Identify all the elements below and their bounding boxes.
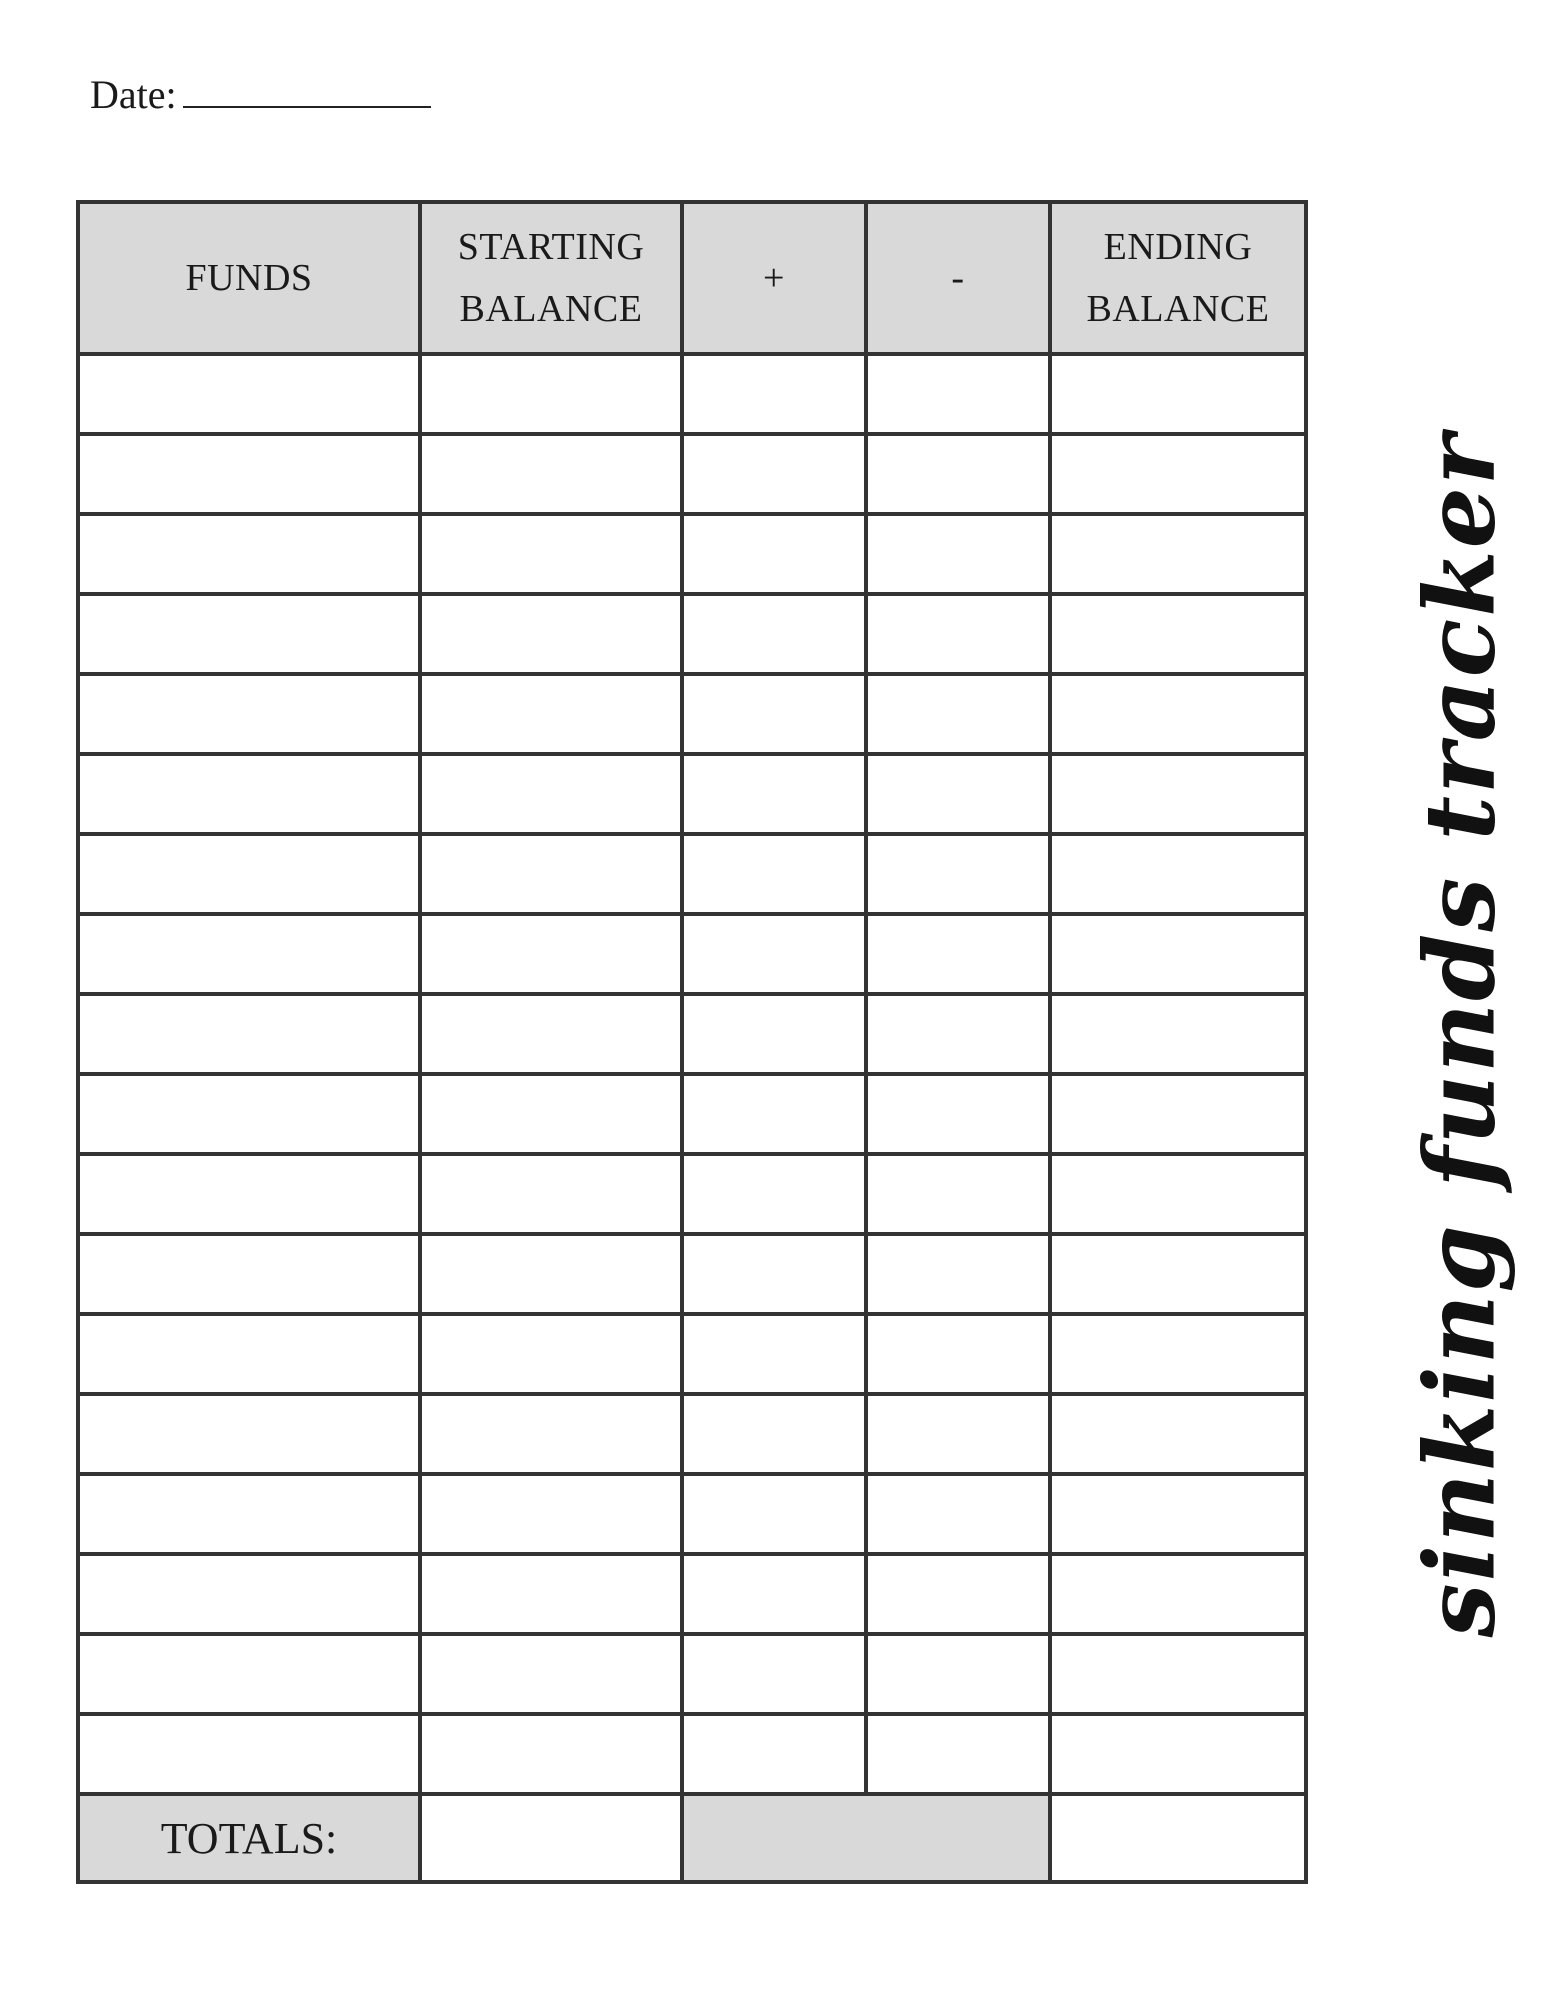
minus-cell[interactable] xyxy=(866,1554,1050,1634)
starting-balance-cell[interactable] xyxy=(420,1474,682,1554)
fund-name-cell[interactable] xyxy=(78,1314,420,1394)
starting-balance-cell[interactable] xyxy=(420,1234,682,1314)
fund-name-cell[interactable] xyxy=(78,834,420,914)
header-starting-balance: STARTING BALANCE xyxy=(420,202,682,354)
plus-cell[interactable] xyxy=(682,834,866,914)
fund-name-cell[interactable] xyxy=(78,914,420,994)
table-row xyxy=(78,1634,1306,1714)
plus-cell[interactable] xyxy=(682,1394,866,1474)
fund-name-cell[interactable] xyxy=(78,1154,420,1234)
starting-balance-cell[interactable] xyxy=(420,434,682,514)
table-row xyxy=(78,354,1306,434)
ending-balance-cell[interactable] xyxy=(1050,834,1306,914)
fund-name-cell[interactable] xyxy=(78,594,420,674)
fund-name-cell[interactable] xyxy=(78,1474,420,1554)
minus-cell[interactable] xyxy=(866,1394,1050,1474)
plus-cell[interactable] xyxy=(682,434,866,514)
starting-balance-cell[interactable] xyxy=(420,1314,682,1394)
ending-balance-cell[interactable] xyxy=(1050,914,1306,994)
totals-starting-balance-cell[interactable] xyxy=(420,1794,682,1882)
header-minus: - xyxy=(866,202,1050,354)
starting-balance-cell[interactable] xyxy=(420,674,682,754)
ending-balance-cell[interactable] xyxy=(1050,1634,1306,1714)
ending-balance-cell[interactable] xyxy=(1050,1554,1306,1634)
ending-balance-cell[interactable] xyxy=(1050,994,1306,1074)
page-title: sinking funds tracker xyxy=(1403,432,1517,1638)
table-row xyxy=(78,1554,1306,1634)
ending-balance-cell[interactable] xyxy=(1050,1394,1306,1474)
minus-cell[interactable] xyxy=(866,1634,1050,1714)
table-row xyxy=(78,1234,1306,1314)
date-input-line[interactable] xyxy=(183,70,431,108)
minus-cell[interactable] xyxy=(866,1074,1050,1154)
table-row xyxy=(78,914,1306,994)
header-row xyxy=(78,202,1306,354)
minus-cell[interactable] xyxy=(866,834,1050,914)
plus-cell[interactable] xyxy=(682,1474,866,1554)
starting-balance-cell[interactable] xyxy=(420,354,682,434)
fund-name-cell[interactable] xyxy=(78,1234,420,1314)
starting-balance-cell[interactable] xyxy=(420,1714,682,1794)
minus-cell[interactable] xyxy=(866,1474,1050,1554)
minus-cell[interactable] xyxy=(866,1234,1050,1314)
table-row xyxy=(78,834,1306,914)
ending-balance-cell[interactable] xyxy=(1050,754,1306,834)
ending-balance-cell[interactable] xyxy=(1050,1714,1306,1794)
funds-table xyxy=(76,200,1308,1884)
starting-balance-cell[interactable] xyxy=(420,754,682,834)
starting-balance-cell[interactable] xyxy=(420,1074,682,1154)
minus-cell[interactable] xyxy=(866,914,1050,994)
plus-cell[interactable] xyxy=(682,594,866,674)
starting-balance-cell[interactable] xyxy=(420,514,682,594)
fund-name-cell[interactable] xyxy=(78,434,420,514)
ending-balance-cell[interactable] xyxy=(1050,1234,1306,1314)
table-row xyxy=(78,1314,1306,1394)
totals-ending-balance-cell[interactable] xyxy=(1050,1794,1306,1882)
fund-name-cell[interactable] xyxy=(78,754,420,834)
minus-cell[interactable] xyxy=(866,594,1050,674)
starting-balance-cell[interactable] xyxy=(420,1554,682,1634)
starting-balance-cell[interactable] xyxy=(420,1394,682,1474)
header-ending-balance: ENDING BALANCE xyxy=(1050,202,1306,354)
plus-cell[interactable] xyxy=(682,1314,866,1394)
fund-name-cell[interactable] xyxy=(78,674,420,754)
table-row xyxy=(78,1714,1306,1794)
plus-cell[interactable] xyxy=(682,674,866,754)
fund-name-cell[interactable] xyxy=(78,1634,420,1714)
fund-name-cell[interactable] xyxy=(78,1074,420,1154)
plus-cell[interactable] xyxy=(682,354,866,434)
table-row xyxy=(78,994,1306,1074)
table-row xyxy=(78,754,1306,834)
ending-balance-cell[interactable] xyxy=(1050,594,1306,674)
plus-cell[interactable] xyxy=(682,1634,866,1714)
ending-balance-cell[interactable] xyxy=(1050,1074,1306,1154)
table-row xyxy=(78,674,1306,754)
table-row xyxy=(78,594,1306,674)
minus-cell[interactable] xyxy=(866,994,1050,1074)
minus-cell[interactable] xyxy=(866,1314,1050,1394)
totals-row xyxy=(78,1794,1306,1882)
starting-balance-cell[interactable] xyxy=(420,914,682,994)
plus-cell[interactable] xyxy=(682,1154,866,1234)
ending-balance-cell[interactable] xyxy=(1050,1314,1306,1394)
table-row xyxy=(78,1474,1306,1554)
ending-balance-cell[interactable] xyxy=(1050,674,1306,754)
starting-balance-cell[interactable] xyxy=(420,1154,682,1234)
totals-label: TOTALS: xyxy=(78,1794,420,1882)
fund-name-cell[interactable] xyxy=(78,354,420,434)
date-field xyxy=(90,70,431,118)
plus-cell[interactable] xyxy=(682,914,866,994)
fund-name-cell[interactable] xyxy=(78,514,420,594)
totals-shaded-cell xyxy=(682,1794,1050,1882)
ending-balance-cell[interactable] xyxy=(1050,354,1306,434)
fund-name-cell[interactable] xyxy=(78,1554,420,1634)
ending-balance-cell[interactable] xyxy=(1050,1474,1306,1554)
table-row xyxy=(78,1074,1306,1154)
minus-cell[interactable] xyxy=(866,354,1050,434)
table-row xyxy=(78,514,1306,594)
plus-cell[interactable] xyxy=(682,994,866,1074)
minus-cell[interactable] xyxy=(866,674,1050,754)
minus-cell[interactable] xyxy=(866,1154,1050,1234)
fund-name-cell[interactable] xyxy=(78,994,420,1074)
plus-cell[interactable] xyxy=(682,1074,866,1154)
minus-cell[interactable] xyxy=(866,514,1050,594)
plus-cell[interactable] xyxy=(682,1234,866,1314)
minus-cell[interactable] xyxy=(866,434,1050,514)
fund-name-cell[interactable] xyxy=(78,1714,420,1794)
minus-cell[interactable] xyxy=(866,754,1050,834)
plus-cell[interactable] xyxy=(682,1554,866,1634)
date-label: Date: xyxy=(90,72,177,117)
plus-cell[interactable] xyxy=(682,514,866,594)
plus-cell[interactable] xyxy=(682,754,866,834)
plus-cell[interactable] xyxy=(682,1714,866,1794)
minus-cell[interactable] xyxy=(866,1714,1050,1794)
starting-balance-cell[interactable] xyxy=(420,834,682,914)
table-row xyxy=(78,1154,1306,1234)
starting-balance-cell[interactable] xyxy=(420,594,682,674)
header-plus: + xyxy=(682,202,866,354)
starting-balance-cell[interactable] xyxy=(420,1634,682,1714)
ending-balance-cell[interactable] xyxy=(1050,434,1306,514)
header-funds: FUNDS xyxy=(78,202,420,354)
ending-balance-cell[interactable] xyxy=(1050,1154,1306,1234)
ending-balance-cell[interactable] xyxy=(1050,514,1306,594)
table-row xyxy=(78,1394,1306,1474)
fund-name-cell[interactable] xyxy=(78,1394,420,1474)
starting-balance-cell[interactable] xyxy=(420,994,682,1074)
table-row xyxy=(78,434,1306,514)
